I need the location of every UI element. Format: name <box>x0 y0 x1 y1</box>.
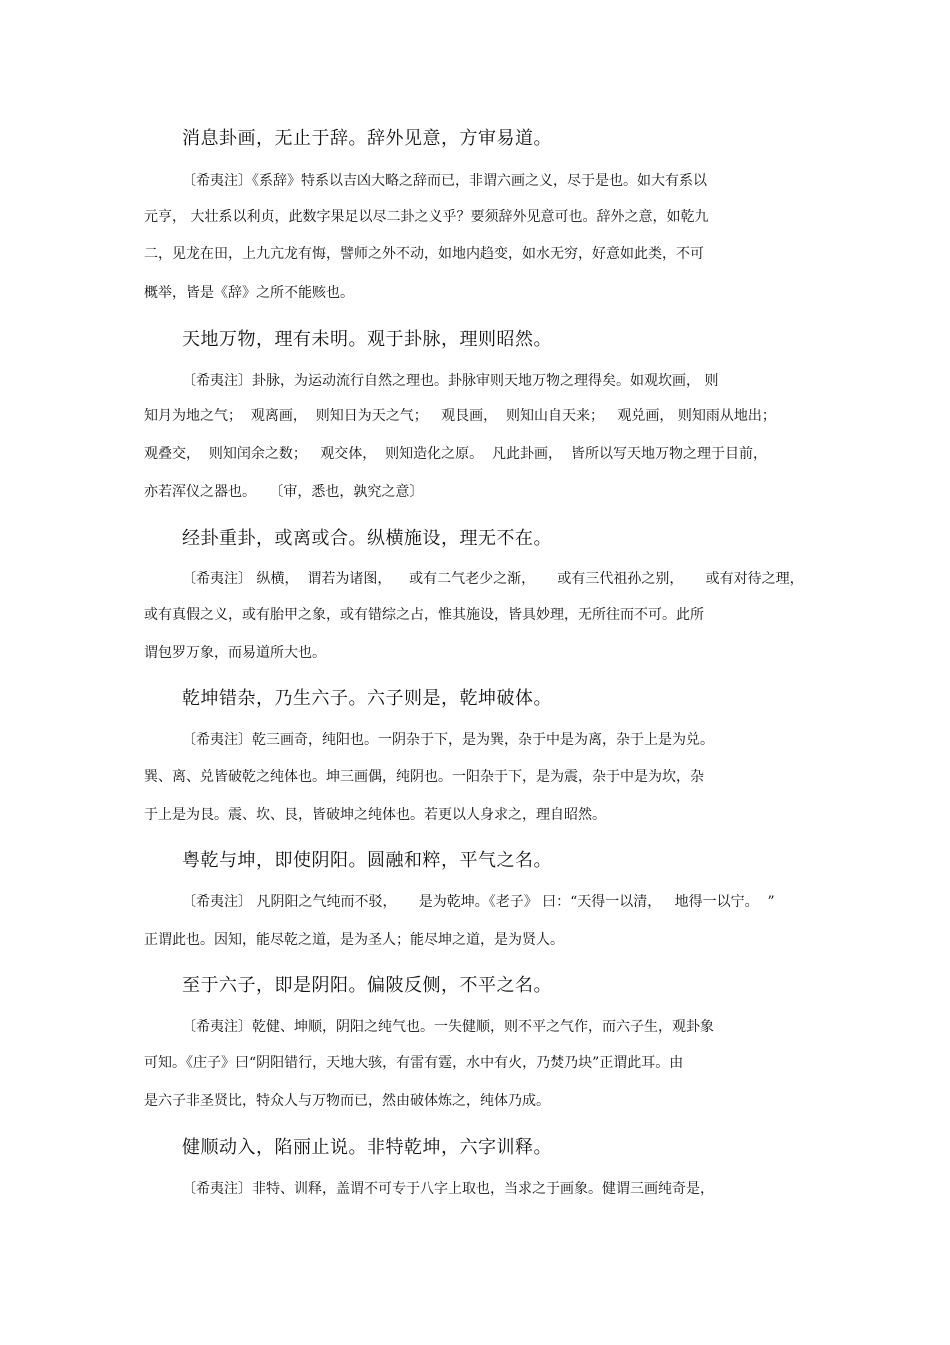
commentary-line: 正谓此也。因知，能尽乾之道，是为圣人；能尽坤之道，是为贤人。 <box>144 932 564 948</box>
verse-heading: 消息卦画，无止于辞。辞外见意，方审易道。 <box>182 128 552 149</box>
commentary-line: 〔希夷注〕《系辞》特系以吉凶大略之辞而已，非谓六画之义，尽于是也。如大有系以 <box>182 173 707 189</box>
commentary-line: 巽、离、兑皆破乾之纯体也。坤三画偶，纯阴也。一阳杂于下，是为震，杂于中是为坎，杂 <box>144 769 704 785</box>
commentary-line: 是六子非圣贤比，特众人与万物而已，然由破体炼之，纯体乃成。 <box>144 1093 550 1109</box>
verse-heading: 天地万物，理有未明。观于卦脉，理则昭然。 <box>182 329 552 350</box>
commentary-line: 〔希夷注〕乾三画奇，纯阳也。一阴杂于下，是为巽，杂于中是为离，杂于上是为兑。 <box>182 732 714 748</box>
verse-heading: 乾坤错杂，乃生六子。六子则是，乾坤破体。 <box>182 688 552 709</box>
verse-heading: 粤乾与坤，即使阴阳。圆融和粹，平气之名。 <box>182 850 552 871</box>
commentary-line: 或有真假之义，或有胎甲之象，或有错综之占，惟其施设，皆具妙理，无所往而不可。此所 <box>144 607 704 623</box>
commentary-line: 谓包罗万象，而易道所大也。 <box>144 645 326 661</box>
commentary-line: 观叠交， 则知闰余之数； 观交体， 则知造化之原。 凡此卦画， 皆所以写天地万物之理于目前， <box>144 446 767 462</box>
commentary-line: 知月为地之气； 观离画， 则知日为天之气； 观艮画， 则知山自天来； 观兑画， 则知雨从地出； <box>144 408 776 424</box>
commentary-line: 于上是为艮。震、坎、艮，皆破坤之纯体也。若更以人身求之，理自昭然。 <box>144 807 606 823</box>
commentary-line: 〔希夷注〕 纵横， 谓若为诸图， 或有二气老少之渐， 或有三代祖孙之别， 或有对待之理， <box>182 571 804 587</box>
verse-heading: 健顺动入，陷丽止说。非特乾坤，六字训释。 <box>182 1137 552 1158</box>
commentary-line: 〔希夷注〕乾健、坤顺，阴阳之纯气也。一失健顺，则不平之气作，而六子生，观卦象 <box>182 1019 714 1035</box>
commentary-line: 概举，皆是《辞》之所不能赅也。 <box>144 285 354 301</box>
commentary-line: 二，见龙在田，上九亢龙有悔，譬师之外不动，如地内趋变，如水无穷，好意如此类，不可 <box>144 246 704 262</box>
commentary-line: 可知。《庄子》曰“阴阳错行，天地大骇，有雷有霆，水中有火，乃焚乃块”正谓此耳。由 <box>144 1055 684 1071</box>
commentary-line: 亦若浑仪之器也。 〔审，悉也，孰究之意〕 <box>144 484 424 500</box>
commentary-line: 元亨， 大壮系以利贞，此数字果足以尽二卦之义乎？要须辞外见意可也。辞外之意，如乾九 <box>144 209 709 225</box>
commentary-line: 〔希夷注〕卦脉，为运动流行自然之理也。卦脉审则天地万物之理得矣。如观坎画， 则 <box>182 373 719 389</box>
verse-heading: 至于六子，即是阴阳。偏陂反侧，不平之名。 <box>182 975 552 996</box>
verse-heading: 经卦重卦，或离或合。纵横施设，理无不在。 <box>182 528 552 549</box>
commentary-line: 〔希夷注〕非特、训释，盖谓不可专于八字上取也，当求之于画象。健谓三画纯奇是， <box>182 1181 714 1197</box>
commentary-line: 〔希夷注〕 凡阴阳之气纯而不驳， 是为乾坤。《老子》 曰：“天得一以清， 地得一以宁。 ” <box>182 894 775 910</box>
